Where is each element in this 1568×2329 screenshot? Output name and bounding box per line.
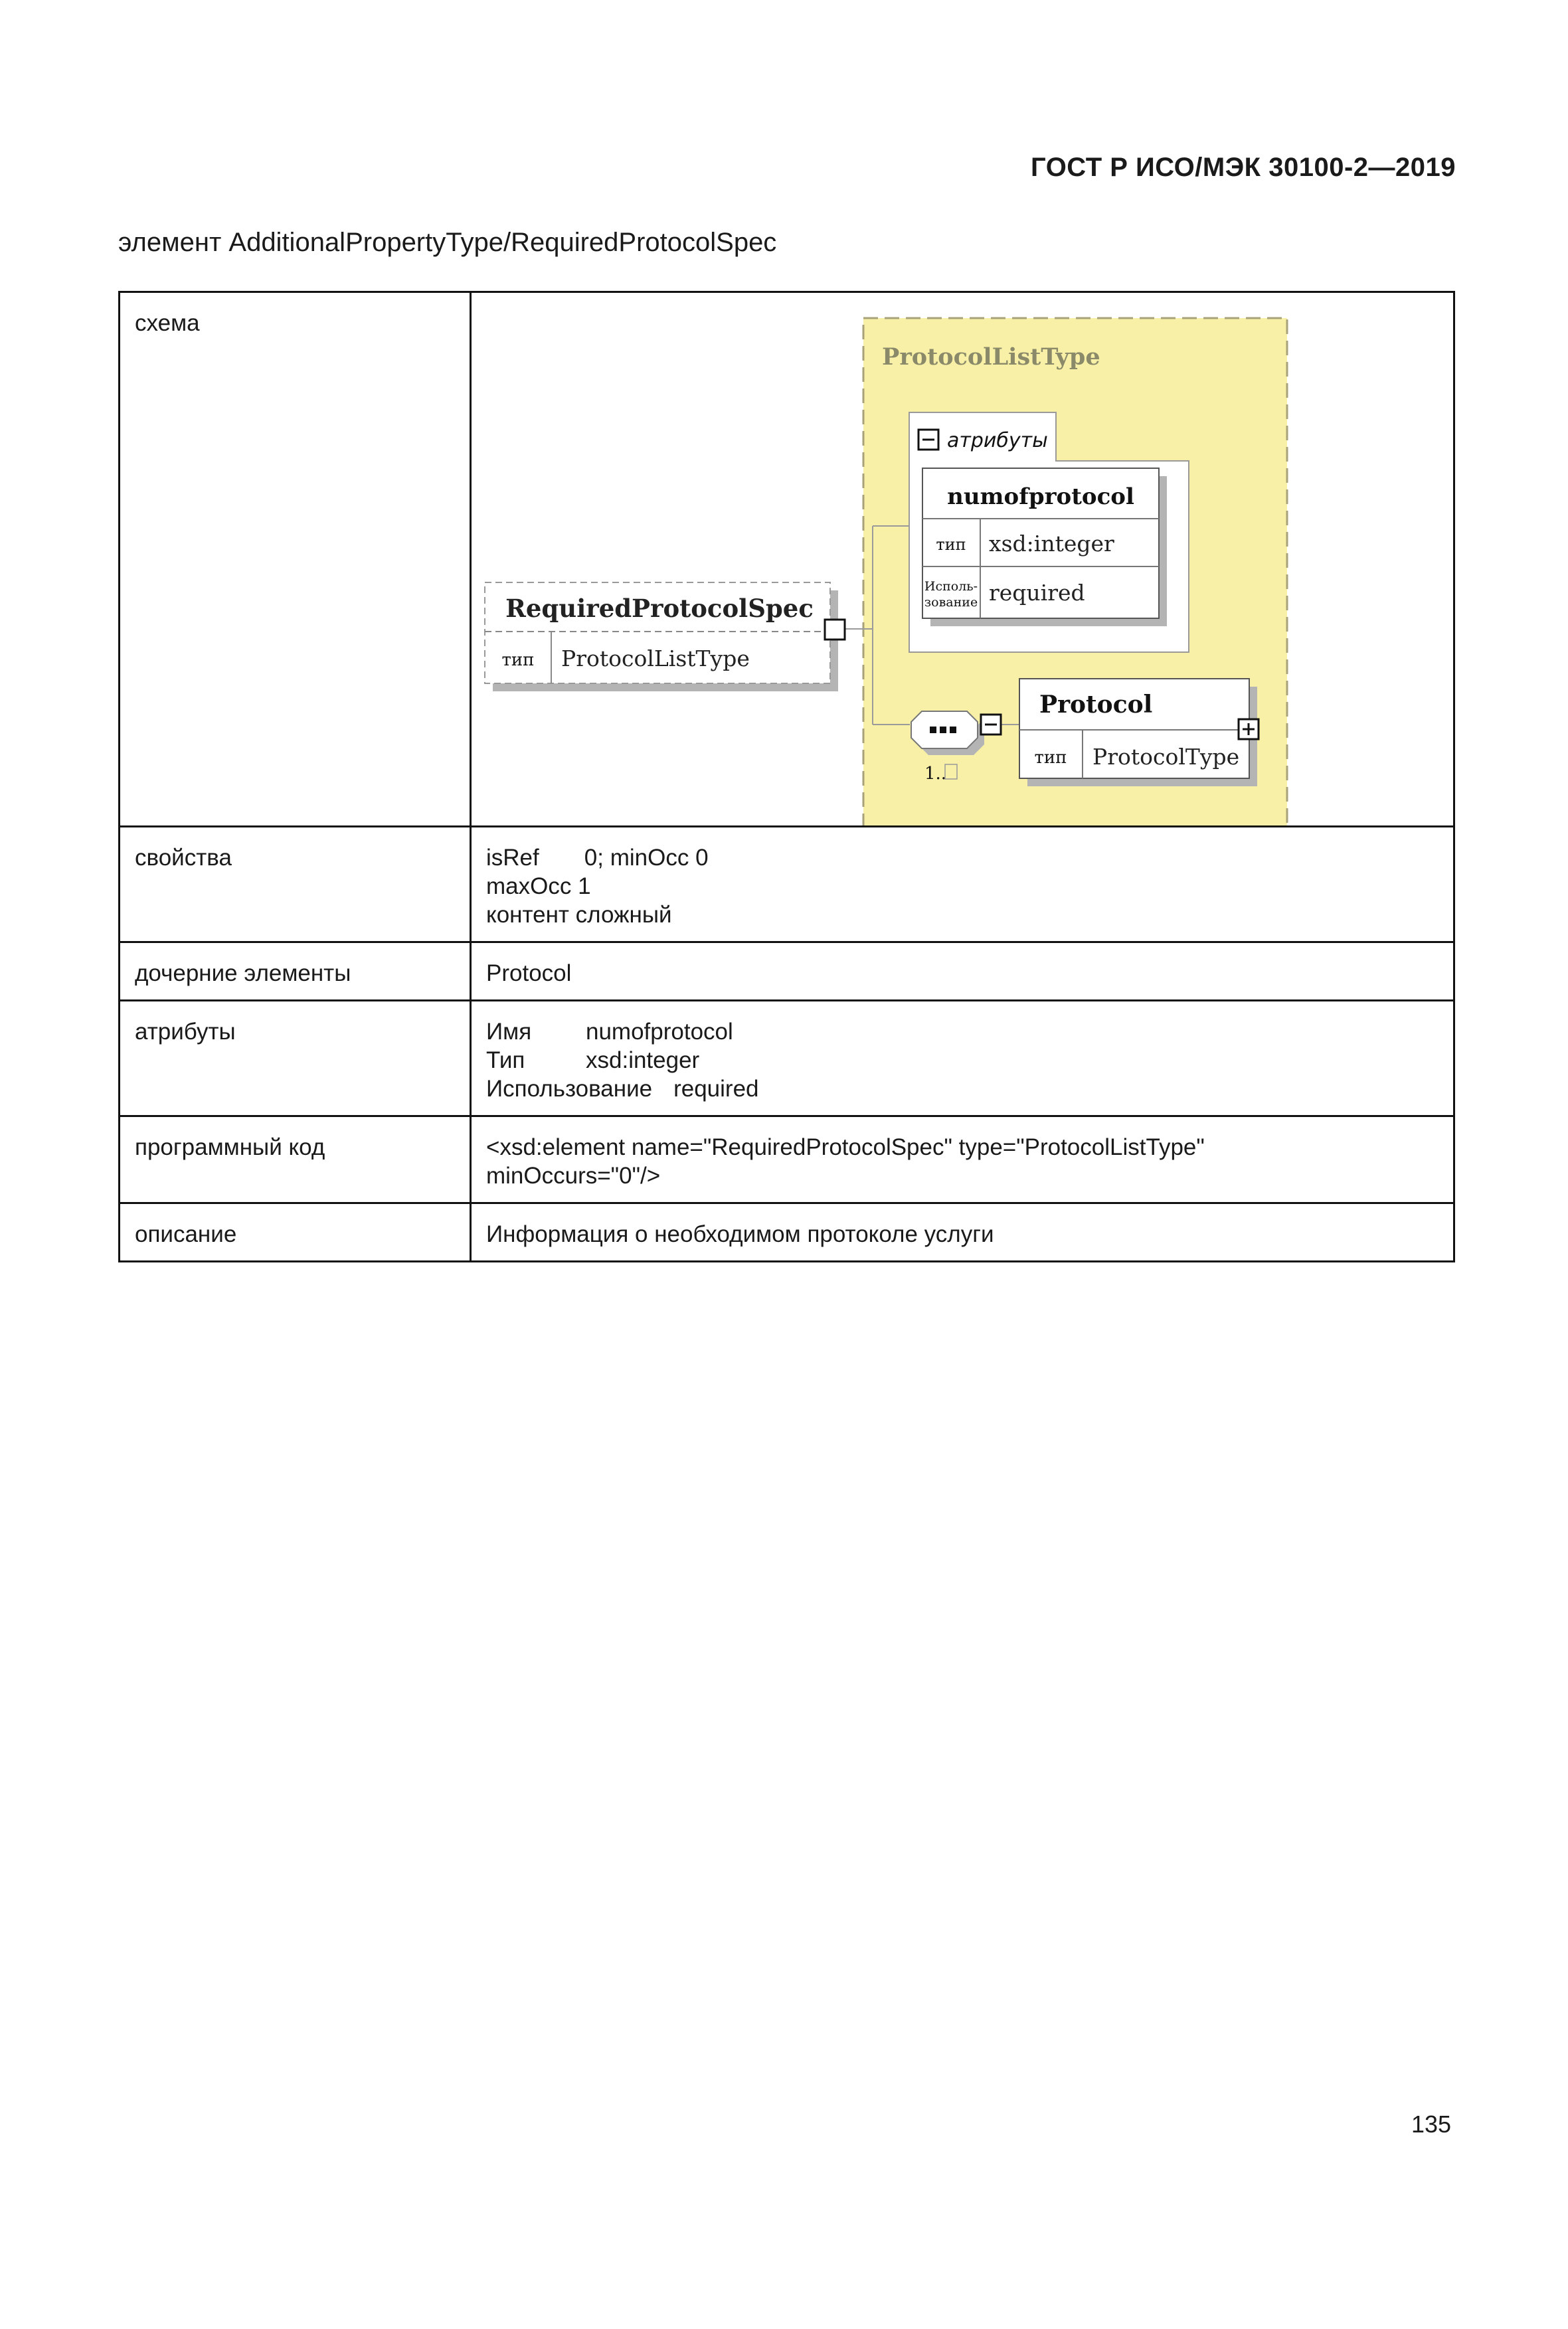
attribute-value: required <box>673 1076 759 1102</box>
code-line: <xsd:element name="RequiredProtocolSpec" type="ProtocolListType" <box>486 1134 1205 1160</box>
element-name: RequiredProtocolSpec <box>505 594 814 623</box>
attribute-type-label: тип <box>936 535 966 554</box>
attribute-entry <box>486 1046 1438 1075</box>
attribute-use-label-line2: зование <box>924 595 978 610</box>
container-title: ProtocolListType <box>882 343 1100 371</box>
row-label-child-elements: дочерние элементы <box>120 942 471 1001</box>
code-line: minOccurs="0"/> <box>486 1163 661 1189</box>
element-type-value: ProtocolListType <box>561 646 750 671</box>
document-standard-header: ГОСТ Р ИСО/МЭК 30100-2—2019 <box>1031 153 1456 182</box>
table-row-description <box>120 1203 1454 1262</box>
property-line: isRef 0; minOcc 0 <box>486 845 709 871</box>
attribute-value: numofprotocol <box>586 1019 733 1045</box>
property-line: maxOcc 1 <box>486 873 591 899</box>
attribute-use-label-line1: Исполь- <box>924 579 978 594</box>
attribute-entry <box>486 1017 1438 1046</box>
row-label-source-code: программный код <box>120 1116 471 1203</box>
row-label-schema: схема <box>120 292 471 827</box>
sequence-cardinality: 1.. <box>924 764 947 784</box>
attribute-key: Тип <box>486 1047 525 1073</box>
row-label-properties: свойства <box>120 827 471 942</box>
element-expand-icon[interactable] <box>825 620 845 640</box>
source-code-value <box>471 1116 1454 1203</box>
page-number: 135 <box>1411 2111 1452 2138</box>
attribute-entry <box>486 1075 1438 1103</box>
attributes-tab-label: атрибуты <box>947 429 1048 452</box>
attribute-use-value: required <box>989 580 1085 606</box>
child-name: Protocol <box>1039 691 1153 719</box>
property-line: контент сложный <box>486 902 672 928</box>
row-label-attributes: атрибуты <box>120 1001 471 1116</box>
child-type-label: тип <box>1034 748 1067 768</box>
schema-diagram-cell <box>471 292 1454 827</box>
attribute-key: Имя <box>486 1019 532 1045</box>
element-spec-table <box>118 291 1455 1262</box>
row-label-description: описание <box>120 1203 471 1262</box>
description-value: Информация о необходимом протоколе услуги <box>471 1203 1454 1262</box>
attribute-key: Использование <box>486 1076 653 1102</box>
attributes-value <box>471 1001 1454 1116</box>
properties-value <box>471 827 1454 942</box>
attribute-type-value: xsd:integer <box>989 531 1114 557</box>
table-row-child-elements <box>120 942 1454 1001</box>
sequence-dots-icon <box>930 727 956 733</box>
child-elements-value: Protocol <box>471 942 1454 1001</box>
attribute-name: numofprotocol <box>947 483 1134 510</box>
child-type-value: ProtocolType <box>1092 744 1240 770</box>
table-row-properties <box>120 827 1454 942</box>
element-title: элемент AdditionalPropertyType/RequiredProtocolSpec <box>118 228 777 257</box>
table-row-source-code <box>120 1116 1454 1203</box>
table-row-schema <box>120 292 1454 827</box>
element-type-label: тип <box>501 650 535 670</box>
schema-diagram <box>472 293 1461 825</box>
table-row-attributes <box>120 1001 1454 1116</box>
attribute-value: xsd:integer <box>586 1047 700 1073</box>
